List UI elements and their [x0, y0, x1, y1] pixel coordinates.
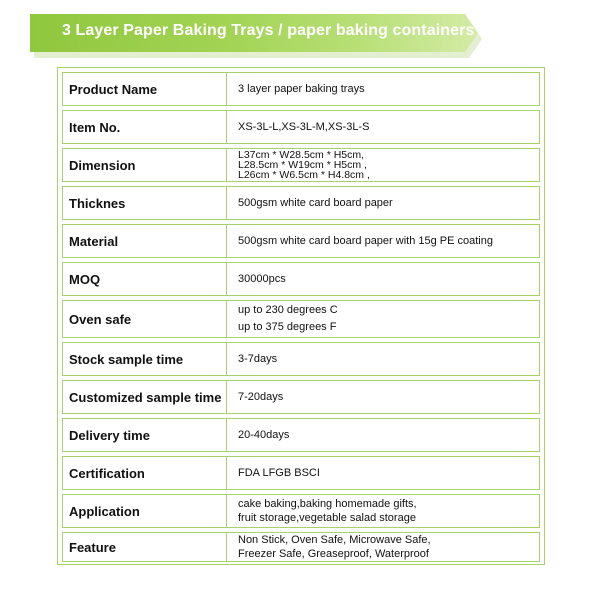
- spec-value-line: L28.5cm * W19cm * H5cm ,: [238, 159, 367, 171]
- spec-label: Material: [63, 225, 227, 257]
- spec-value-line: 20-40days: [238, 429, 290, 441]
- banner-title: 3 Layer Paper Baking Trays / paper baking containers: [62, 22, 475, 39]
- spec-value-line: FDA LFGB BSCI: [238, 467, 320, 479]
- spec-label: Customized sample time: [63, 381, 227, 413]
- spec-value: [227, 457, 539, 489]
- spec-row-stock-sample-time: [62, 342, 540, 376]
- spec-value: [227, 111, 539, 143]
- spec-row-thicknes: [62, 186, 540, 220]
- spec-value: [227, 149, 539, 181]
- spec-value: [227, 187, 539, 219]
- spec-value: [227, 343, 539, 375]
- spec-row-certification: [62, 456, 540, 490]
- spec-label: Certification: [63, 457, 227, 489]
- spec-value-line: L37cm * W28.5cm * H5cm,: [238, 149, 365, 161]
- spec-value-line: 500gsm white card board paper with 15g PE coating: [238, 235, 493, 247]
- spec-value-line: 500gsm white card board paper: [238, 197, 393, 209]
- spec-value-line: cake baking,baking homemade gifts,: [238, 498, 417, 510]
- spec-table: [57, 67, 545, 565]
- spec-label: Application: [63, 495, 227, 527]
- spec-value-line: up to 230 degrees C: [238, 304, 338, 316]
- spec-value-line: Freezer Safe, Greaseproof, Waterproof: [238, 548, 429, 560]
- spec-row-item-no: [62, 110, 540, 144]
- spec-value: [227, 301, 539, 337]
- spec-value-line: Non Stick, Oven Safe, Microwave Safe,: [238, 534, 431, 546]
- spec-value: [227, 419, 539, 451]
- spec-row-oven-safe: [62, 300, 540, 338]
- spec-label: Feature: [63, 533, 227, 561]
- spec-value-line: XS-3L-L,XS-3L-M,XS-3L-S: [238, 121, 370, 133]
- spec-row-feature: [62, 532, 540, 562]
- spec-row-application: [62, 494, 540, 528]
- spec-label: Oven safe: [63, 301, 227, 337]
- spec-row-product-name: [62, 72, 540, 106]
- spec-label: Product Name: [63, 73, 227, 105]
- spec-value-line: 7-20days: [238, 391, 284, 403]
- spec-row-delivery-time: [62, 418, 540, 452]
- spec-value-line: 3-7days: [238, 353, 278, 365]
- spec-value: [227, 263, 539, 295]
- spec-row-moq: [62, 262, 540, 296]
- spec-value-line: up to 375 degrees F: [238, 321, 337, 333]
- spec-label: Item No.: [63, 111, 227, 143]
- spec-value-line: 30000pcs: [238, 273, 286, 285]
- spec-value: [227, 381, 539, 413]
- spec-row-customized-sample-time: [62, 380, 540, 414]
- spec-value-line: 3 layer paper baking trays: [238, 83, 365, 95]
- spec-label: MOQ: [63, 263, 227, 295]
- spec-row-material: [62, 224, 540, 258]
- spec-value: [227, 533, 539, 561]
- spec-row-dimension: [62, 148, 540, 182]
- spec-value: [227, 73, 539, 105]
- spec-value: [227, 225, 539, 257]
- spec-label: Dimension: [63, 149, 227, 181]
- spec-label: Stock sample time: [63, 343, 227, 375]
- spec-value-line: L26cm * W6.5cm * H4.8cm ,: [238, 169, 370, 181]
- spec-value-line: fruit storage,vegetable salad storage: [238, 512, 416, 524]
- spec-label: Delivery time: [63, 419, 227, 451]
- spec-value: [227, 495, 539, 527]
- spec-label: Thicknes: [63, 187, 227, 219]
